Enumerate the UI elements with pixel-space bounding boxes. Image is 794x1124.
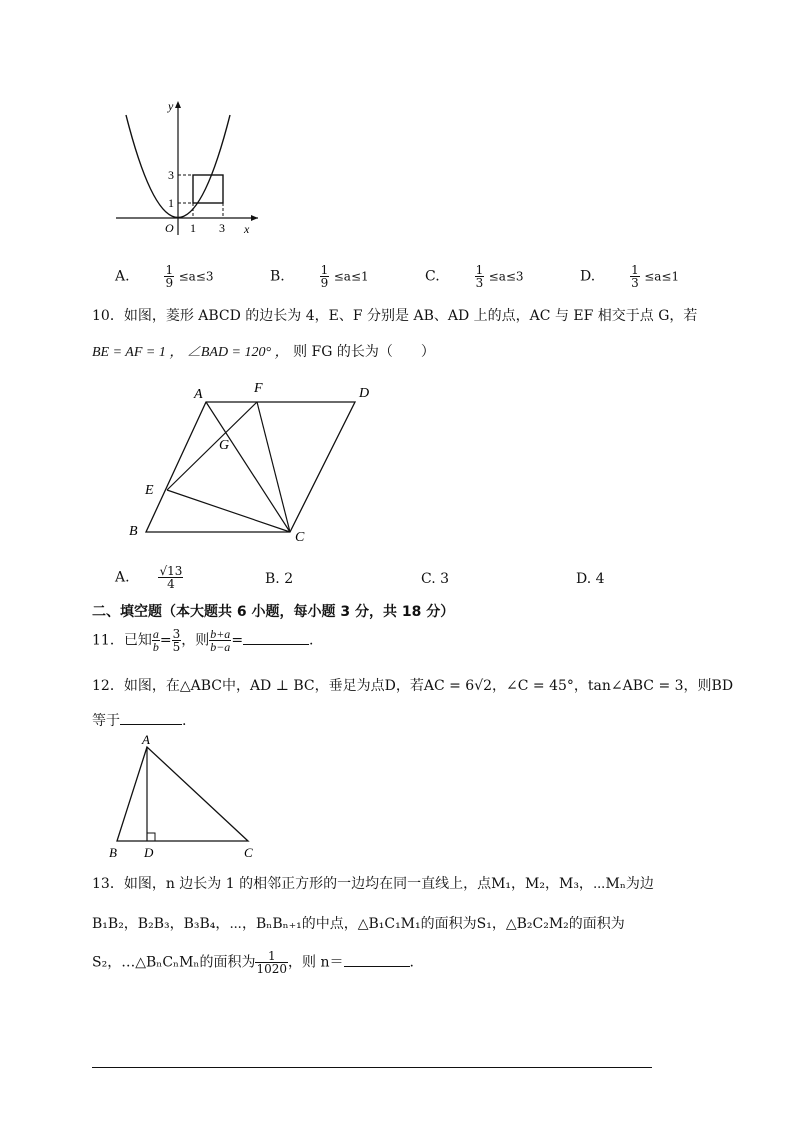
- q10-option-a[interactable]: A. $\frac{√13}{4}$: [115, 564, 183, 591]
- q9-option-a[interactable]: A. $\frac{1}{9}$ ≤a≤3: [115, 263, 214, 290]
- diagonal-ac: [206, 402, 290, 532]
- label-a: A: [142, 732, 150, 747]
- label-e: E: [145, 483, 154, 498]
- q12-answer-blank[interactable]: [120, 712, 182, 725]
- q13-answer-blank[interactable]: [344, 954, 410, 967]
- q10-option-c[interactable]: C. 3: [421, 571, 450, 587]
- q13-fraction: $\frac{1}{1020}$: [256, 949, 288, 976]
- q10-option-a-fraction: $\frac{√13}{4}$: [159, 564, 183, 591]
- footer-rule: [92, 1067, 652, 1068]
- tick-x1: 1: [190, 221, 196, 235]
- rhombus-figure: [120, 375, 380, 550]
- q9-option-a-fraction: $\frac{1}{9}$: [165, 263, 174, 290]
- rhombus-abcd: [146, 402, 355, 532]
- label-a: A: [194, 387, 203, 402]
- q9-option-b-fraction: $\frac{1}{9}$: [320, 263, 329, 290]
- x-axis-arrow: [251, 215, 258, 221]
- tick-x3: 3: [219, 221, 225, 235]
- x-axis-label: x: [244, 222, 250, 236]
- right-angle-mark: [147, 833, 155, 841]
- square-region: [193, 175, 223, 203]
- q11-line: 11．已知 $\frac{a}{b}$ = $\frac{3}{5}$ ，则 $\frac{b+a}{b-a}$ = .: [92, 627, 314, 654]
- triangle-figure: [100, 730, 270, 862]
- segment-fc: [257, 402, 290, 532]
- label-g: G: [219, 438, 230, 453]
- q10-option-b[interactable]: B. 2: [265, 571, 294, 587]
- q9-option-b[interactable]: B. $\frac{1}{9}$ ≤a≤1: [270, 263, 369, 290]
- parabola-graph: [108, 95, 268, 240]
- label-b: B: [129, 524, 138, 539]
- q13-line1: 13．如图，n 边长为 1 的相邻正方形的一边均在同一直线上，点M₁，M₂，M₃，⋯Mₙ为边: [92, 876, 654, 892]
- q12-line2: 等于 .: [92, 713, 187, 729]
- segment-ec: [167, 490, 290, 532]
- tick-y3: 3: [168, 168, 174, 182]
- triangle-abc: [117, 747, 248, 841]
- label-d: D: [144, 845, 154, 860]
- tick-y1: 1: [168, 196, 174, 210]
- q11-fraction-ab: $\frac{a}{b}$: [152, 627, 159, 654]
- q9-option-d-fraction: $\frac{1}{3}$: [631, 263, 639, 290]
- label-c: C: [244, 845, 253, 860]
- q10-line1: 10．如图，菱形 ABCD 的边长为 4，E、F 分别是 AB、AD 上的点，AC 与 EF 相交于点 G，若: [92, 308, 698, 324]
- q11-fraction-expr: $\frac{b+a}{b-a}$: [210, 627, 231, 654]
- origin-label: O: [165, 221, 174, 235]
- q13-line2: B₁B₂，B₂B₃，B₃B₄，⋯，BₙBₙ₊₁的中点，△B₁C₁M₁的面积为S₁，△B₂C₂M₂的面积为: [92, 916, 625, 932]
- label-d: D: [359, 386, 370, 401]
- label-b: B: [109, 845, 117, 860]
- segment-ef: [167, 402, 257, 490]
- q13-line3: S₂，…△BₙCₙMₙ的面积为 $\frac{1}{1020}$ ，则 n＝ .: [92, 949, 414, 976]
- q9-option-c-fraction: $\frac{1}{3}$: [475, 263, 484, 290]
- label-f: F: [254, 381, 263, 396]
- q9-option-c[interactable]: C. $\frac{1}{3}$ ≤a≤3: [425, 263, 524, 290]
- q9-option-d[interactable]: D. $\frac{1}{3}$ ≤a≤1: [580, 263, 680, 290]
- y-axis-label: y: [168, 99, 174, 113]
- section-heading: 二、填空题（本大题共 6 小题，每小题 3 分，共 18 分）: [92, 604, 455, 620]
- q11-fraction-35: $\frac{3}{5}$: [172, 627, 181, 654]
- y-axis-arrow: [175, 101, 181, 108]
- q10-option-d[interactable]: D. 4: [576, 571, 605, 587]
- q12-line1: 12．如图，在△ABC中，AD ⊥ BC，垂足为点D，若AC = 6√2，∠C = 45°，tan∠ABC = 3，则BD: [92, 678, 734, 694]
- q10-line2: BE = AF = 1 ， ∠BAD = 120° ， 则 FG 的长为（ ）: [92, 344, 435, 360]
- q11-answer-blank[interactable]: [243, 632, 309, 645]
- label-c: C: [295, 530, 305, 545]
